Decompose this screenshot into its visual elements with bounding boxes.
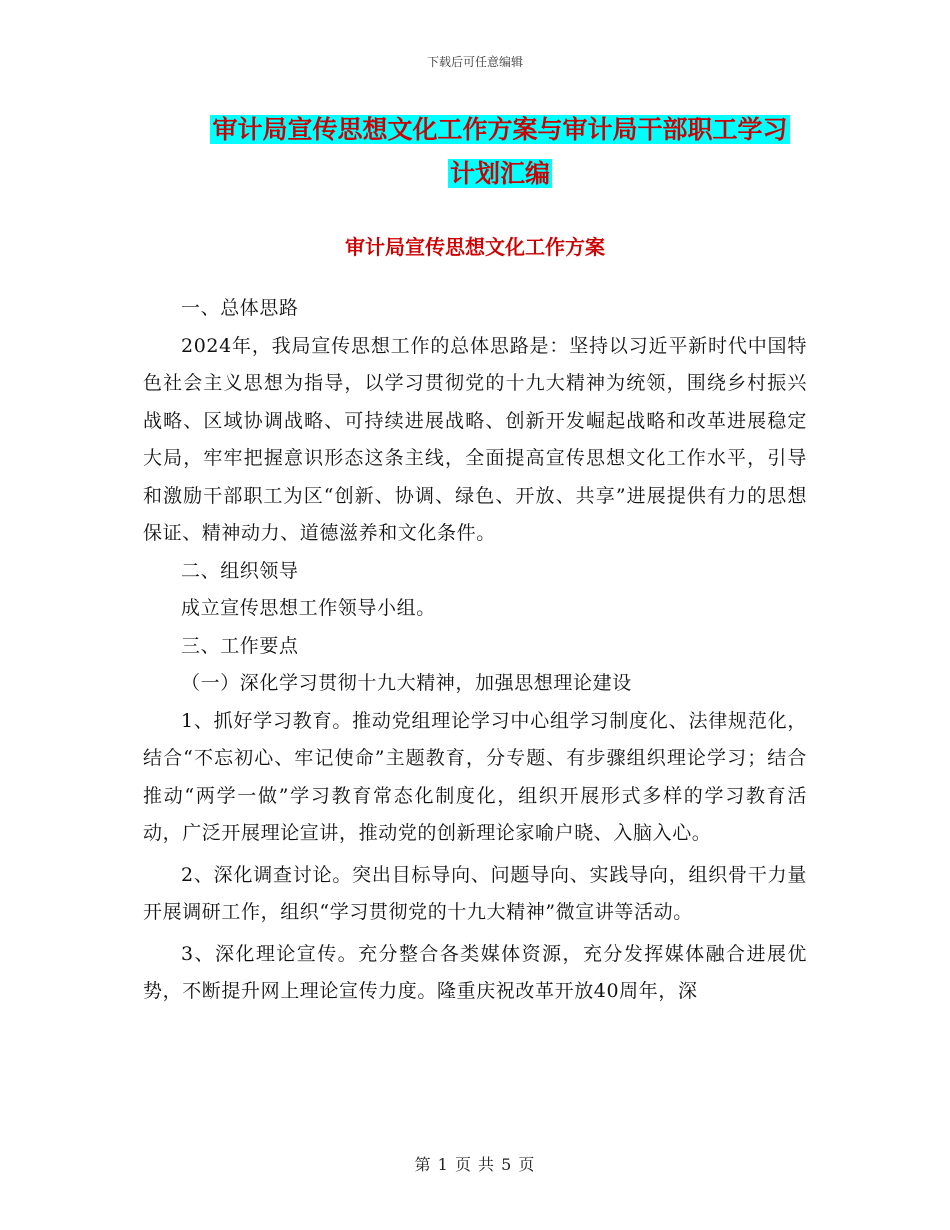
main-title-line-2: 计划汇编 [449,159,550,188]
paragraph-theory-publicity: 3、深化理论宣传。充分整合各类媒体资源，充分发挥媒体融合进展优势，不断提升网上理论宣传力度。隆重庆祝改革开放40周年，深 [143,942,807,1002]
heading-work-points: 三、工作要点 [181,634,299,657]
heading-organization: 二、组织领导 [181,559,299,582]
paragraph-organization: 成立宣传思想工作领导小组。 [181,597,436,619]
main-title-line-1: 审计局宣传思想文化工作方案与审计局干部职工学习 [212,115,788,144]
heading-overall-approach: 一、总体思路 [181,297,299,319]
paragraph-research: 2、深化调查讨论。突出目标导向、问题导向、实践导向，组织骨干力量开展调研工作，组织“学习贯彻党的十九大精神”微宣讲等活动。 [143,863,807,923]
document-main-title [140,108,860,196]
document-body [143,290,807,1011]
page-number: 第 1 页 共 5 页 [414,1155,536,1174]
paragraph-overall-approach: 2024年，我局宣传思想工作的总体思路是：坚持以习近平新时代中国特色社会主义思想为指导，以学习贯彻党的十九大精神为统领，围绕乡村振兴战略、区域协调战略、可持续进展战略、创新开发崛起战略和改革进展稳定大局，牢牢把握意识形态这条主线，全面提高宣传思想文化工作水平，引导和激励干部职工为区“创新、协调、绿色、开放、共享”进展提供有力的思想保证、精神动力、道德滋养和文化条件。 [143,334,807,544]
section-title: 审计局宣传思想文化工作方案 [345,235,605,259]
paragraph-study-education: 1、抓好学习教育。推动党组理论学习中心组学习制度化、法律规范化，结合“不忘初心、牢记使命”主题教育，分专题、有步骤组织理论学习；结合推动“两学一做”学习教育常态化制度化，组织开展形式多样的学习教育活动，广泛开展理论宣讲，推动党的创新理论家喻户晓、入脑入心。 [143,709,807,844]
subheading-theory-building: （一）深化学习贯彻十九大精神，加强思想理论建设 [181,672,632,694]
page-header-note: 下载后可任意编辑 [426,55,523,69]
